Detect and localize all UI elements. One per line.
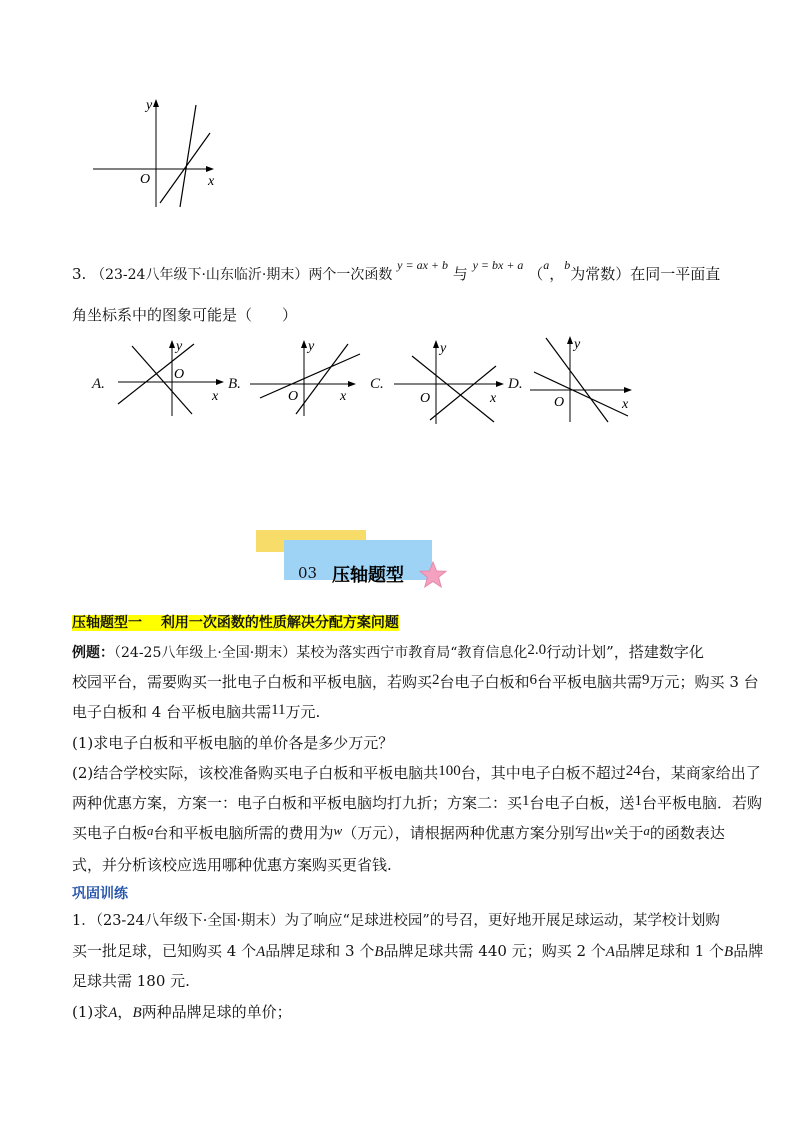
section-banner [256, 530, 456, 590]
example-label: 例题： [72, 645, 114, 661]
example-line-1: 例题：（24-25八年级上·全国·期末）某校为落实西宁市教育局“教育信息化2.0行动计划”，搭建数字化 [72, 642, 704, 661]
svg-text:O: O [420, 391, 431, 406]
question-3-line-2: 角坐标系中的图象可能是（ ） [72, 306, 298, 324]
practice-q1-part-1: (1)求A，B两种品牌足球的单价； [72, 1003, 292, 1021]
example-part-2-line-1: (2)结合学校实际，该校准备购买电子白板和平板电脑共100台，其中电子白板不超过24台，某商家给出了 [72, 763, 761, 782]
example-part-1: (1)求电子白板和平板电脑的单价各是多少万元？ [72, 734, 394, 752]
svg-text:x: x [622, 397, 629, 412]
y-arrow [153, 99, 159, 107]
practice-heading: 巩固训练 [72, 886, 128, 902]
option-a-graph [112, 338, 230, 418]
option-b-graph [248, 338, 366, 418]
option-a[interactable]: A. y x O [92, 338, 232, 418]
option-d[interactable]: D. y x O [508, 334, 638, 424]
star-icon [418, 560, 448, 590]
practice-heading-line [72, 883, 732, 904]
practice-q1-line-2: 买一批足球，已知购买 4 个A品牌足球和 3 个B品牌足球共需 440 元；购买 2 个A品牌足球和 1 个B品牌 [72, 942, 764, 960]
option-b[interactable]: B. y x O [228, 338, 368, 418]
example-part-2-line-4: 式，并分析该校应选用哪种优惠方案购买更省钱. [72, 856, 392, 874]
svg-text:O: O [174, 367, 185, 382]
example-line-3: 电子白板和 4 台平板电脑共需11万元. [72, 702, 321, 721]
section-number: 03 [298, 564, 318, 582]
type-heading: 压轴题型一 利用一次函数的性质解决分配方案问题 [72, 615, 399, 631]
y-axis-label: y [146, 98, 153, 113]
svg-text:x: x [490, 391, 497, 406]
graph-line-2 [160, 133, 210, 203]
type-heading-line [72, 612, 732, 633]
practice-q1-line-1: 1．（23-24八年级下·全国·期末）为了响应“足球进校园”的号召，更好地开展足球运动，某学校计划购 [72, 913, 720, 929]
svg-text:x: x [212, 389, 219, 404]
question-3-line-1: 3. （23-24八年级下·山东临沂·期末）两个一次函数 $^{y = ax + b}$ 与 $^{y = bx + a}$ （$^a$，$^b$为常数）在同一平面直 [72, 258, 721, 283]
section-title: 压轴题型 [332, 565, 404, 586]
origin-label: O [140, 172, 151, 187]
example-part-2-line-3: 买电子白板a台和平板电脑所需的费用为w（万元），请根据两种优惠方案分别写出w关于a的函数表达 [72, 823, 725, 842]
function-1: y = ax + b [397, 258, 448, 272]
example-line-2: 校园平台，需要购买一批电子白板和平板电脑，若购买2台电子白板和6台平板电脑共需9万元；购买 3 台 [72, 672, 759, 691]
svg-text:O: O [554, 395, 565, 410]
svg-text:y: y [574, 337, 581, 352]
svg-text:x: x [340, 389, 347, 404]
svg-text:y: y [440, 341, 447, 356]
option-c-graph [390, 338, 508, 426]
function-2: y = bx + a [472, 258, 524, 272]
practice-q1-line-3: 足球共需 180 元. [72, 972, 190, 990]
svg-text:y: y [176, 339, 183, 354]
top-graph [88, 95, 228, 215]
option-c[interactable]: C. y x O [370, 338, 510, 426]
x-arrow [206, 166, 214, 172]
x-axis-label: x [208, 174, 215, 189]
svg-text:y: y [308, 339, 315, 354]
svg-text:O: O [288, 389, 299, 404]
option-d-graph [528, 334, 638, 424]
example-part-2-line-2: 两种优惠方案，方案一：电子白板和平板电脑均打九折；方案二：买1台电子白板，送1台平板电脑．若购 [72, 793, 763, 812]
